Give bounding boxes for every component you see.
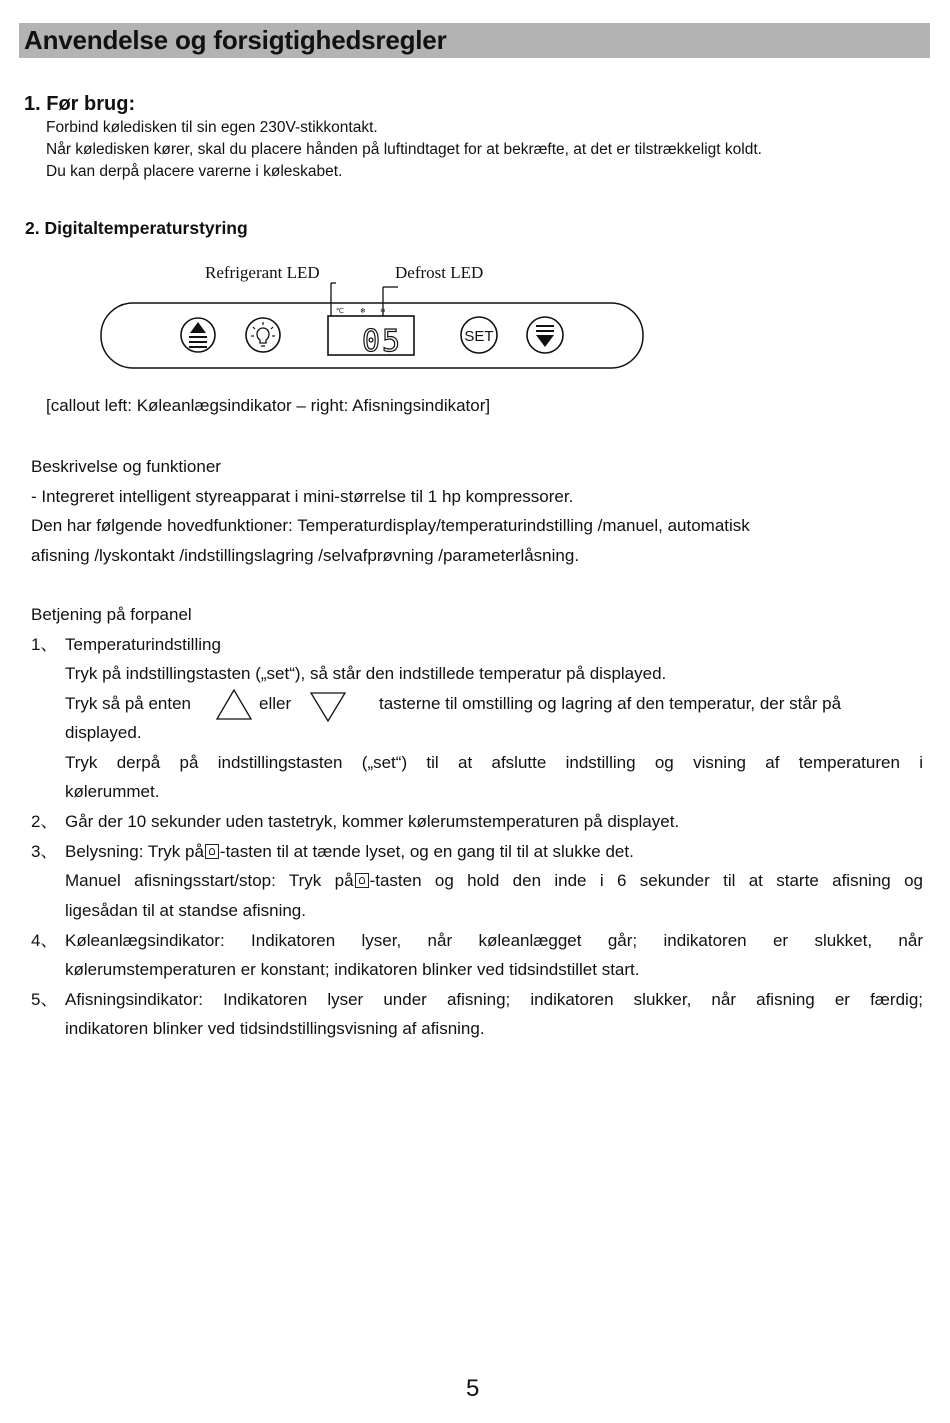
display-snowflake-1: ❄	[360, 307, 366, 315]
item3-line-3: ligesådan til at standse afisning.	[65, 901, 306, 920]
set-button-icon	[461, 317, 497, 353]
defrost-led-label: Defrost LED	[395, 263, 484, 282]
item1-line-2b: eller	[259, 694, 292, 713]
up-triangle-icon	[214, 688, 254, 722]
item1-line-2c: tasterne til omstilling og lagring af den temperatur, der står på	[379, 694, 842, 713]
display-unit: ℃	[336, 307, 344, 315]
display-digits: 05	[362, 324, 403, 359]
item5-number: 5、	[31, 990, 58, 1009]
section1-heading: 1. Før brug:	[24, 93, 136, 115]
refrigerant-led-label: Refrigerant LED	[205, 263, 320, 282]
operation-heading: Betjening på forpanel	[31, 605, 192, 624]
item1-title: Temperaturindstilling	[65, 635, 221, 654]
description-line-1: - Integreret intelligent styreapparat i mini-størrelse til 1 hp kompressorer.	[31, 487, 574, 506]
item1-line-3: displayed.	[65, 723, 142, 742]
defrost-up-icon	[181, 318, 215, 352]
item5-line-2: indikatoren blinker ved tidsindstillingsvisning af afisning.	[65, 1019, 485, 1038]
section1-line-3: Du kan derpå placere varerne i køleskabet.	[46, 163, 343, 180]
item3-line-2a: Manuel afisningsstart/stop: Tryk på	[65, 871, 354, 890]
callout-note: [callout left: Køleanlægsindikator – right: Afisningsindikator]	[46, 396, 491, 415]
section1-line-2: Når køledisken kører, skal du placere hånden på luftindtaget for at bekræfte, at det er tilstrækkeligt koldt.	[46, 141, 762, 158]
control-panel-diagram	[0, 0, 950, 400]
display-snowflake-2: ❄	[380, 307, 386, 315]
section1-line-1: Forbind køledisken til sin egen 230V-stikkontakt.	[46, 119, 378, 136]
item3-line-1b: -tasten til at tænde lyset, og en gang til til at slukke det.	[219, 842, 634, 861]
set-label: SET	[464, 328, 494, 345]
item1-line-4: Tryk derpå på indstillingstasten („set“) til at afslutte indstilling og visning af temperaturen i	[65, 753, 923, 772]
section2-heading: 2. Digitaltemperaturstyring	[25, 218, 248, 238]
item1-line-1: Tryk på indstillingstasten („set“), så står den indstillede temperatur på displayed.	[65, 664, 667, 683]
item1-line-5: kølerummet.	[65, 782, 160, 801]
light-bulb-icon	[246, 318, 280, 352]
item2-text: Går der 10 sekunder uden tastetryk, kommer kølerumstemperaturen på displayet.	[65, 812, 680, 831]
item4-number: 4、	[31, 931, 58, 950]
item3-number: 3、	[31, 842, 58, 861]
page-title: Anvendelse og forsigtighedsregler	[24, 25, 447, 55]
item4-line-1: Køleanlægsindikator: Indikatoren lyser, når køleanlægget går; indikatoren er slukket, når	[65, 931, 923, 950]
page-number: 5	[466, 1375, 480, 1402]
description-line-2a: Den har følgende hovedfunktioner: Temperaturdisplay/temperaturindstilling /manuel, automatisk	[31, 516, 750, 535]
item3-line-2b: -tasten og hold den inde i 6 sekunder til at starte afisning og	[369, 871, 923, 890]
item3-line-1	[65, 837, 923, 867]
item4-line-2: kølerumstemperaturen er konstant; indikatoren blinker ved tidsindstillet start.	[65, 960, 640, 979]
light-key-icon	[205, 844, 219, 859]
description-line-2b: afisning /lyskontakt /indstillingslagring /selvafprøvning /parameterlåsning.	[31, 546, 580, 565]
item1-line-2a: Tryk så på enten	[65, 694, 191, 713]
item2-number: 2、	[31, 812, 58, 831]
item5-line-1: Afisningsindikator: Indikatoren lyser under afisning; indikatoren slukker, når afisning er færdig;	[65, 990, 923, 1009]
item1-number: 1、	[31, 635, 58, 654]
item3-line-1a: Belysning: Tryk på	[65, 842, 204, 861]
temperature-display	[328, 307, 414, 359]
light-key-icon-2	[355, 873, 369, 888]
description-heading: Beskrivelse og funktioner	[31, 457, 221, 476]
item3-line-2	[65, 866, 923, 896]
down-icon	[527, 317, 563, 353]
